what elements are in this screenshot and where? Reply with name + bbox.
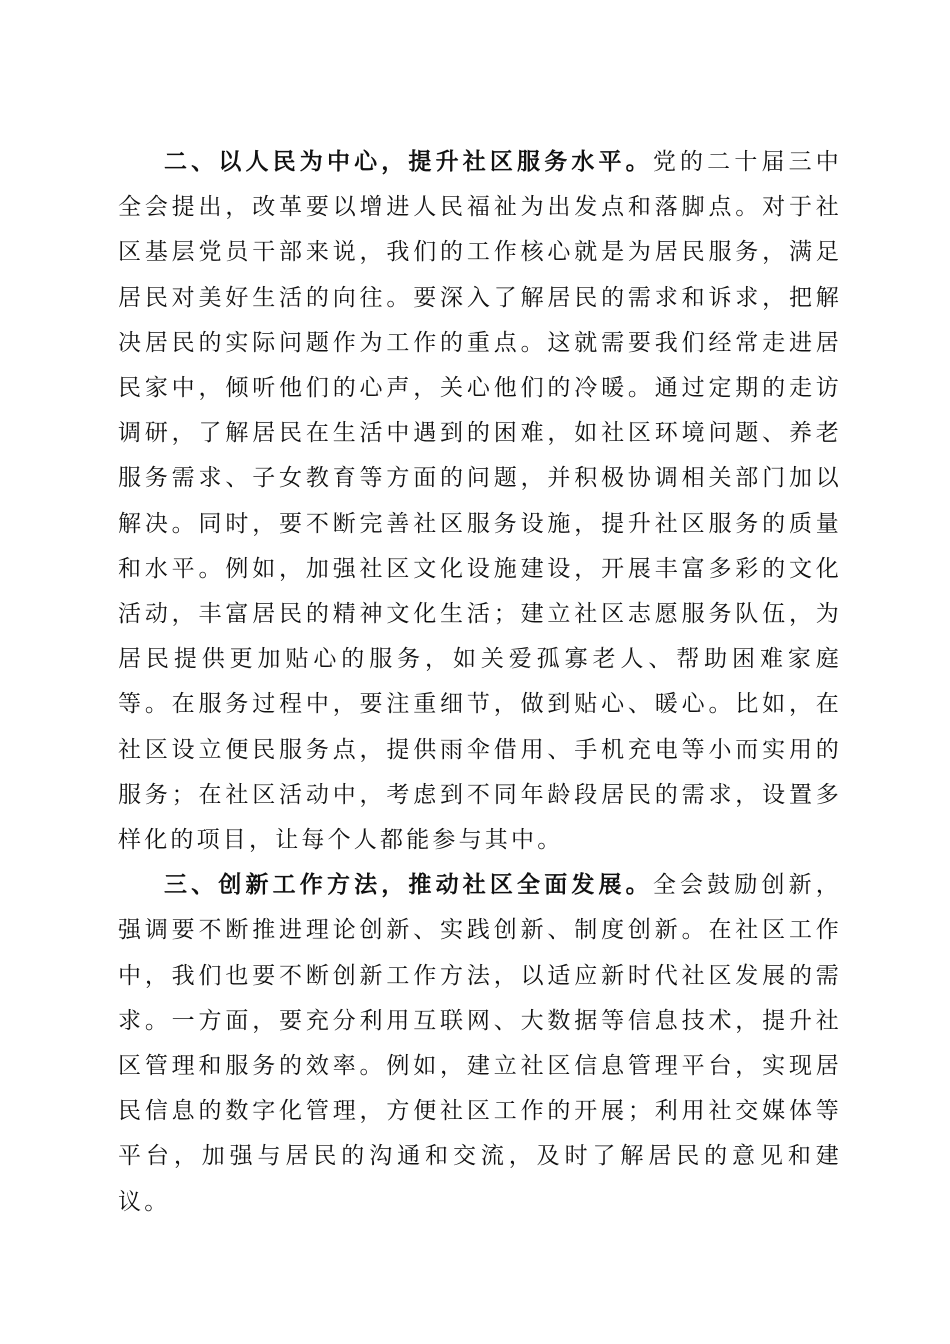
- section-2-body: 党的二十届三中全会提出，改革要以增进人民福祉为出发点和落脚点。对于社区基层党员干部来说，我们的工作核心就是为居民服务，满足居民对美好生活的向往。要深入了解居民的需求和诉求，把解决居民的实际问题作为工作的重点。这就需要我们经常走进居民家中，倾听他们的心声，关心他们的冷暖。通过定期的走访调研，了解居民在生活中遇到的困难，如社区环境问题、养老服务需求、子女教育等方面的问题，并积极协调相关部门加以解决。同时，要不断完善社区服务设施，提升社区服务的质量和水平。例如，加强社区文化设施建设，开展丰富多彩的文化活动，丰富居民的精神文化生活；建立社区志愿服务队伍，为居民提供更加贴心的服务，如关爱孤寡老人、帮助困难家庭等。在服务过程中，要注重细节，做到贴心、暖心。比如，在社区设立便民服务点，提供雨伞借用、手机充电等小而实用的服务；在社区活动中，考虑到不同年龄段居民的需求，设置多样化的项目，让每个人都能参与其中。: [118, 149, 842, 854]
- document-body: [118, 140, 842, 1225]
- section-2-heading: 二、以人民为中心，提升社区服务水平。: [164, 149, 653, 175]
- section-3-heading: 三、创新工作方法，推动社区全面发展。: [164, 872, 653, 899]
- section-3-body: 全会鼓励创新，强调要不断推进理论创新、实践创新、制度创新。在社区工作中，我们也要不断创新工作方法，以适应新时代社区发展的需求。一方面，要充分利用互联网、大数据等信息技术，提升社区管理和服务的效率。例如，建立社区信息管理平台，实现居民信息的数字化管理，方便社区工作的开展；利用社交媒体等平台，加强与居民的沟通和交流，及时了解居民的意见和建议。: [118, 872, 842, 1215]
- paragraph-section-2: [118, 140, 842, 863]
- paragraph-section-3: [118, 863, 842, 1225]
